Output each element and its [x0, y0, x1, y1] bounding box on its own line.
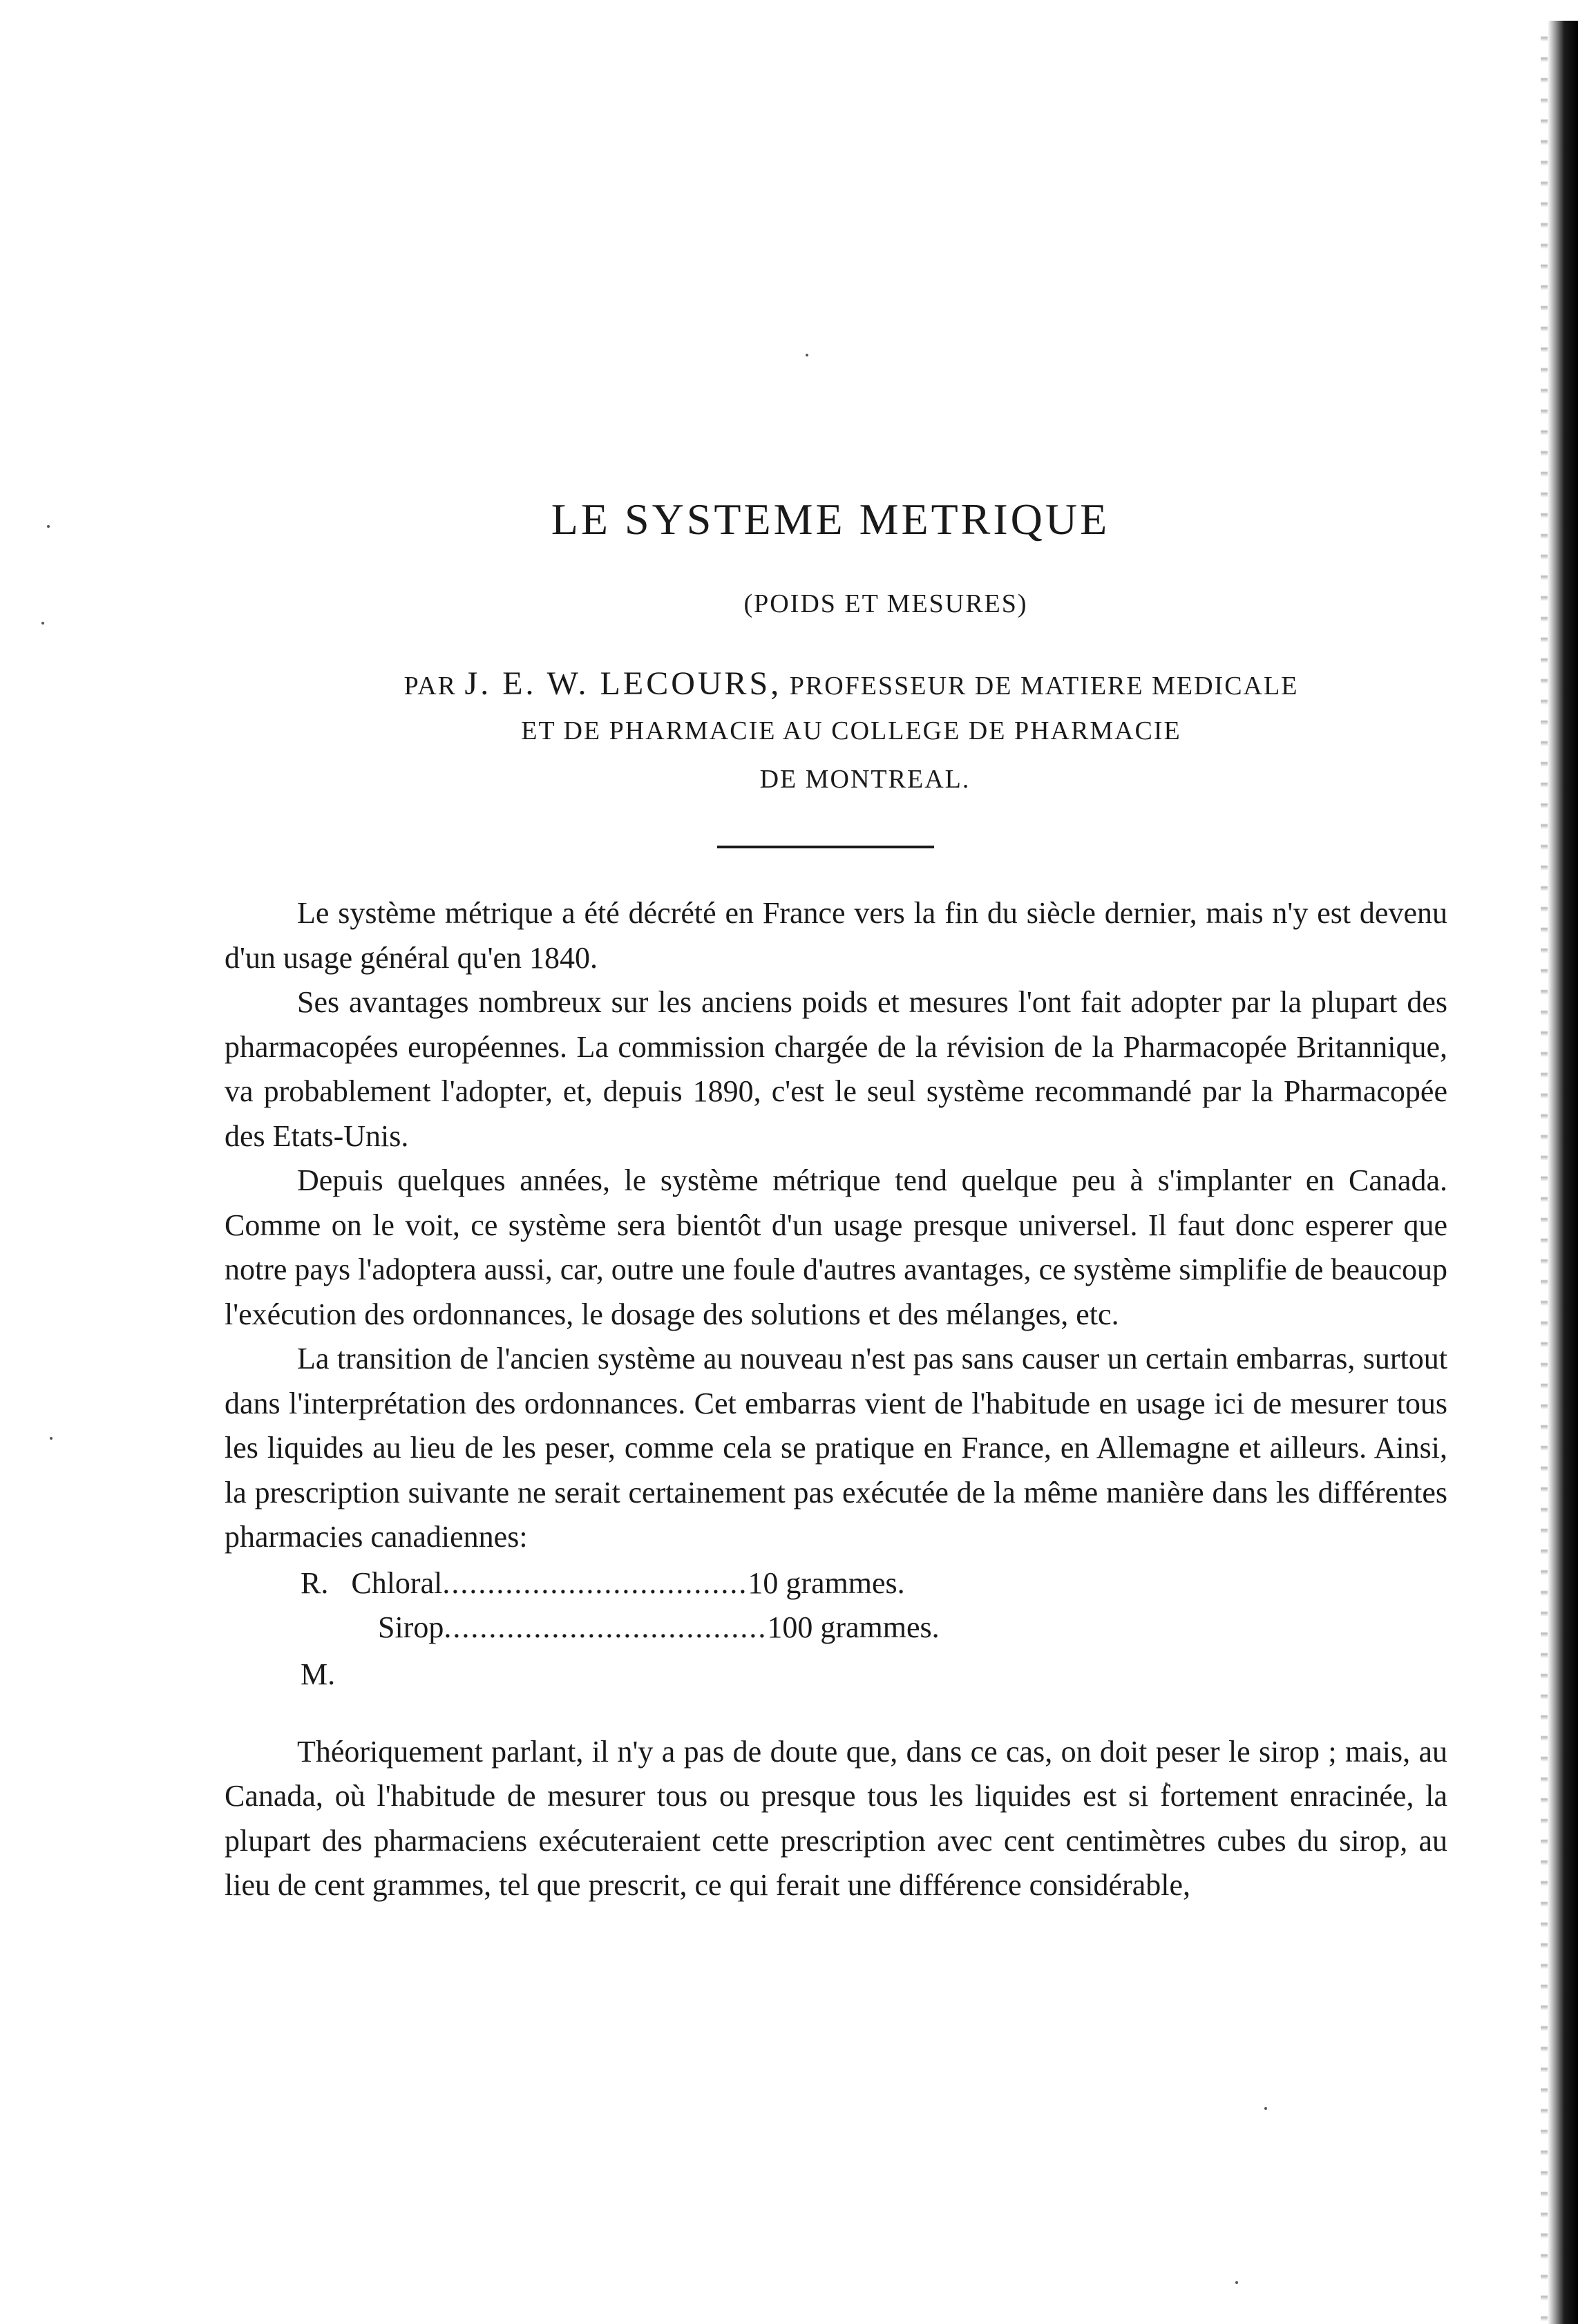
prescription-item: Chloral [351, 1565, 443, 1600]
paragraph: Théoriquement parlant, il n'y a pas de doute que, dans ce cas, on doit peser le sirop ; mais, au Canada, où l'habitude de mesurer tous ou presque tous les liquides est si fortement enracinée, la plupart des pharmaciens exécuteraient cette prescription avec cent centimètres cubes du sirop, au lieu de cent grammes, tel que prescrit, ce qui ferait une différence considérable, [225, 1734, 1447, 1902]
byline-line-1 [62, 665, 1578, 703]
prescription-item: Sirop [378, 1610, 444, 1644]
print-speck [41, 622, 44, 625]
title-separator-rule [717, 846, 934, 848]
byline-affiliation: PROFESSEUR DE MATIERE MEDICALE [789, 672, 1299, 701]
prescription-line-1 [301, 1561, 905, 1606]
prescription-quantity: 10 grammes. [748, 1565, 905, 1600]
book-spine-shadow [1548, 21, 1578, 2324]
article-body [225, 891, 1447, 1908]
paragraph: Depuis quelques années, le système métrique tend quelque peu à s'implanter en Canada. Comme on le voit, ce système sera bientôt d'un usage presque universel. Il faut donc esperer que notre pays l'adoptera aussi, car, outre une foule d'autres avantages, ce système simplifie de beaucoup l'exécution des ordonnances, le dosage des solutions et des mélanges, etc. [225, 1163, 1447, 1331]
byline-prefix: PAR [403, 672, 457, 701]
byline-line-2: ET DE PHARMACIE AU COLLEGE DE PHARMACIE [521, 716, 1181, 745]
paragraph: Ses avantages nombreux sur les anciens poids et mesures l'ont fait adopter par la plupart des pharmacopées européennes. La commission chargée de la révision de la Pharmacopée Britannique, va probablement l'adopter, et, depuis 1890, c'est le seul système recommandé par la Pharmacopée des Etats-Unis. [225, 985, 1447, 1153]
article-subtitle: (POIDS ET MESURES) [743, 589, 1028, 618]
print-speck [50, 1437, 53, 1440]
dot-leader: .................................. [442, 1565, 748, 1600]
prescription-prefix: R. [301, 1565, 329, 1600]
print-speck [1264, 2107, 1267, 2110]
page-edge [1541, 21, 1548, 2324]
prescription-line-3: M. [301, 1657, 336, 1691]
byline-line-3: DE MONTREAL. [759, 765, 971, 794]
paragraph: La transition de l'ancien système au nouveau n'est pas sans causer un certain embarras, surtout dans l'interprétation des ordonnances. Cet embarras vient de l'habitude en usage ici de mesurer tous les liquides au lieu de les peser, comme cela se pratique en France, en Allemagne et ailleurs. Ainsi, la prescription suivante ne serait certainement pas exécutée de la même manière dans les différentes pharmacies canadiennes: [225, 1342, 1447, 1554]
article-title: LE SYSTEME METRIQUE [551, 495, 1110, 544]
paragraph: Le système métrique a été décrété en France vers la fin du siècle dernier, mais n'y est devenu d'un usage général qu'en 1840. [225, 896, 1447, 975]
print-speck [806, 354, 808, 356]
prescription-line-2 [378, 1606, 940, 1650]
author-name: J. E. W. LECOURS, [464, 665, 782, 702]
prescription-quantity: 100 grammes. [767, 1610, 940, 1644]
print-speck [1235, 2281, 1238, 2284]
dot-leader: .................................... [444, 1610, 768, 1644]
prescription-block [225, 1561, 1447, 1706]
